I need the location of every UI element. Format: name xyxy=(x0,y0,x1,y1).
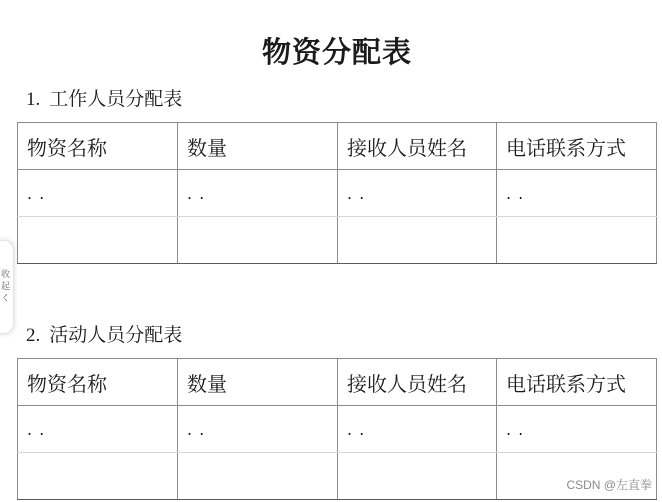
table-cell[interactable]: . . xyxy=(18,406,178,453)
table-cell[interactable]: . . xyxy=(497,406,657,453)
section-heading-work-staff xyxy=(26,86,182,113)
table-row xyxy=(18,406,657,453)
table-row xyxy=(18,170,657,217)
section-number: 2. xyxy=(26,325,41,346)
table-cell[interactable]: . . xyxy=(338,406,497,453)
column-header-recipient-name: 接收人员姓名 xyxy=(338,359,497,406)
table-header-row xyxy=(18,123,657,170)
table-cell[interactable] xyxy=(338,453,497,500)
table-cell[interactable] xyxy=(338,217,497,264)
document-title: 物资分配表 xyxy=(261,35,412,69)
column-header-item-name: 物资名称 xyxy=(18,123,178,170)
table-cell[interactable] xyxy=(178,217,338,264)
section-title: 活动人员分配表 xyxy=(49,324,183,346)
table-cell[interactable]: . . xyxy=(497,170,657,217)
column-header-phone-contact: 电话联系方式 xyxy=(497,359,657,406)
table-cell[interactable]: . . xyxy=(178,170,338,217)
table-row xyxy=(18,217,657,264)
column-header-quantity: 数量 xyxy=(178,123,338,170)
column-header-phone-contact: 电话联系方式 xyxy=(497,123,657,170)
side-tab-label: 收起く xyxy=(1,270,11,304)
table-row xyxy=(18,453,657,500)
collapse-side-tab[interactable] xyxy=(0,240,14,334)
table-cell[interactable]: . . xyxy=(338,170,497,217)
table-cell[interactable] xyxy=(18,217,178,264)
csdn-watermark: CSDN @左直拳 xyxy=(566,478,652,492)
section-title: 工作人员分配表 xyxy=(49,88,183,110)
activity-staff-allocation-table xyxy=(17,358,657,500)
column-header-item-name: 物资名称 xyxy=(18,359,178,406)
table-cell[interactable]: . . xyxy=(178,406,338,453)
section-heading-activity-staff xyxy=(26,322,182,349)
section-number: 1. xyxy=(26,89,41,110)
column-header-recipient-name: 接收人员姓名 xyxy=(338,123,497,170)
column-header-quantity: 数量 xyxy=(178,359,338,406)
table-cell[interactable] xyxy=(497,217,657,264)
table-header-row xyxy=(18,359,657,406)
work-staff-allocation-table xyxy=(17,122,657,264)
table-cell[interactable] xyxy=(178,453,338,500)
table-cell[interactable]: . . xyxy=(18,170,178,217)
table-cell[interactable] xyxy=(18,453,178,500)
